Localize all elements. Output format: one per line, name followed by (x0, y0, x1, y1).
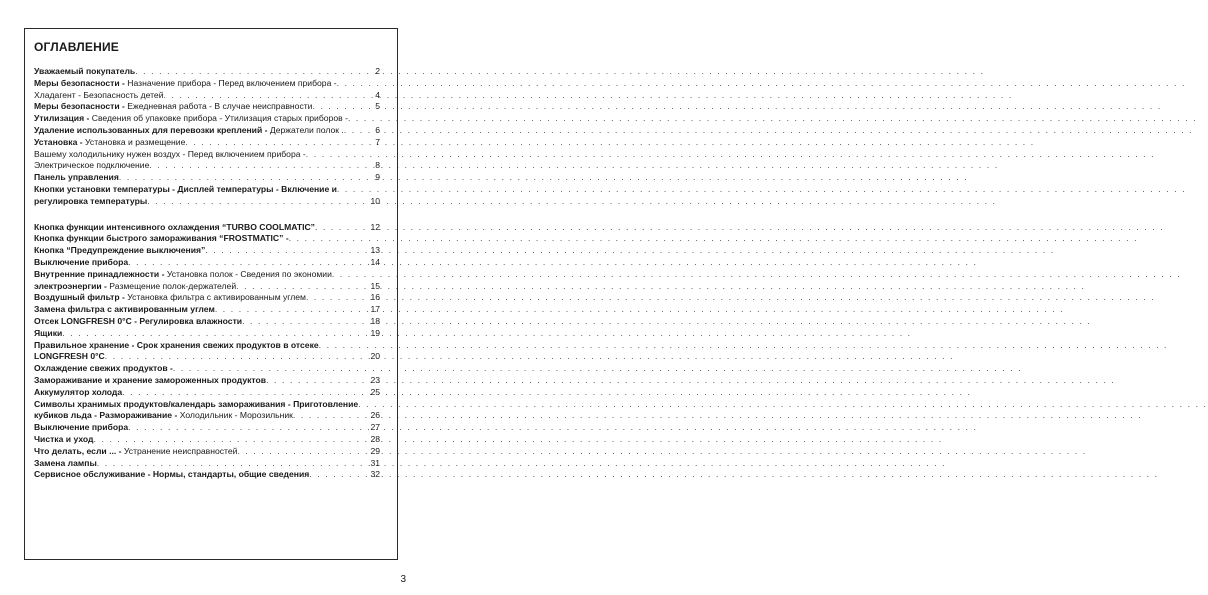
toc-entry-text (34, 434, 94, 446)
toc-entry[interactable] (34, 434, 380, 446)
toc-leader-dots (62, 328, 366, 340)
toc-entry[interactable] (34, 233, 380, 245)
toc-entry-heading: Кнопки установки температуры - Дисплей температуры - Включение и (34, 183, 337, 194)
toc-entry-heading: Утилизация - (34, 113, 90, 124)
toc-entry[interactable] (34, 101, 380, 113)
toc-leader-dots (266, 375, 366, 387)
toc-entry[interactable] (34, 245, 380, 257)
toc-entry-heading: Удаление использованных для перевозки креплений - (34, 124, 268, 135)
toc-entry[interactable] (34, 172, 380, 184)
toc-entry-heading: Аккумулятор холода (34, 386, 123, 397)
toc-entry[interactable] (34, 125, 380, 137)
toc-page-number: 23 (370, 374, 380, 385)
toc-entry[interactable] (34, 328, 380, 340)
toc-page-number: 20 (370, 351, 380, 362)
toc-leader-dots (293, 410, 366, 422)
toc-entry[interactable] (34, 363, 380, 375)
toc-page-number: 5 (375, 101, 380, 112)
toc-entry-text (34, 375, 266, 387)
toc-leader-dots (242, 316, 366, 328)
toc-entry-heading: Панель управления (34, 172, 119, 183)
toc-leader-dots (306, 292, 366, 304)
toc-entry[interactable] (34, 222, 380, 234)
toc-page-number: 15 (370, 280, 380, 291)
toc-entry-text (34, 196, 147, 208)
toc-entry[interactable] (34, 316, 380, 328)
toc-leader-dots (337, 78, 366, 90)
toc-entry-heading: Замена фильтра с активированным углем (34, 304, 215, 315)
toc-leader-dots (94, 434, 367, 446)
toc-entry[interactable] (34, 292, 380, 304)
toc-entry[interactable] (34, 257, 380, 269)
toc-entry-heading: Кнопка функции интенсивного охлаждения “TURBO COOLMATIC” (34, 221, 315, 232)
toc-entry-text (34, 160, 149, 172)
toc-entry-subtopics: Ежедневная работа - В случае неисправности (124, 101, 313, 112)
toc-page-number: 4 (375, 89, 380, 100)
toc-page-number: 18 (370, 315, 380, 326)
toc-entry-heading: электроэнергии - (34, 280, 107, 291)
toc-entry-text (34, 422, 128, 434)
toc-entry-heading: Кнопка функции быстрого замораживания “FROSTMATIC” - (34, 233, 289, 244)
toc-entry[interactable] (34, 281, 380, 293)
toc-page-number: 8 (375, 160, 380, 171)
toc-leader-dots (332, 269, 366, 281)
toc-entry-heading: Выключение прибора (34, 422, 129, 433)
toc-leader-dots (173, 363, 366, 375)
toc-entry[interactable] (34, 137, 380, 149)
toc-entry-heading: Уважаемый покупатель (34, 66, 136, 76)
toc-entry[interactable] (34, 351, 380, 363)
page-number: 3 (400, 574, 406, 585)
toc-entry[interactable] (34, 410, 380, 422)
toc-entry-text (34, 410, 293, 422)
toc-entry[interactable] (34, 90, 380, 102)
toc-entry-text (34, 340, 319, 352)
toc-page-number: 7 (375, 136, 380, 147)
toc-entry[interactable] (34, 149, 380, 161)
toc-entry-heading: Меры безопасности - (34, 101, 125, 112)
toc-leader-dots (164, 90, 367, 102)
toc-page-number: 26 (370, 410, 380, 421)
toc-entry-heading: Замена лампы (34, 457, 97, 468)
toc-entry-subtopics: Хладагент - Безопасность детей (34, 89, 164, 100)
toc-page-number: 25 (370, 386, 380, 397)
toc-page-number: 27 (370, 422, 380, 433)
toc-entry[interactable] (34, 375, 380, 387)
toc-entry-heading: Чистка и уход (34, 433, 94, 444)
toc-leader-dots (306, 149, 366, 161)
toc-entry[interactable] (34, 78, 380, 90)
toc-entry-heading: Воздушный фильтр - (34, 292, 125, 303)
toc-leader-dots (185, 137, 366, 149)
toc-page-number: 2 (375, 66, 380, 76)
toc-entry[interactable] (34, 458, 380, 470)
toc-entry-text (34, 245, 205, 257)
toc-entry-heading: Что делать, если ... - (34, 445, 122, 456)
toc-entry-text (34, 233, 289, 245)
toc-entry-heading: Замораживание и хранение замороженных продуктов (34, 374, 267, 385)
toc-entry-heading: Отсек LONGFRESH 0°C - Регулировка влажности (34, 315, 243, 326)
toc-entry[interactable] (34, 269, 380, 281)
toc-entry-text (34, 101, 312, 113)
toc-entry-subtopics: Электрическое подключение (34, 160, 150, 171)
toc-leader-dots (309, 469, 366, 481)
toc-entry-heading: Символы хранимых продуктов/календарь замораживания - Приготовление (34, 398, 359, 409)
toc-entry-subtopics: Холодильник - Морозильник (177, 410, 293, 421)
toc-entry-heading: Меры безопасности - (34, 77, 125, 88)
toc-entry-text (34, 446, 237, 458)
toc-entry-text (34, 137, 185, 149)
toc-page-number: 17 (370, 304, 380, 315)
toc-entry-text (34, 257, 128, 269)
toc-leader-dots (315, 222, 366, 234)
toc-entry-heading: Охлаждение свежих продуктов - (34, 363, 173, 374)
toc-leader-dots (319, 340, 366, 352)
toc-entry[interactable] (34, 422, 380, 434)
toc-leader-dots (358, 399, 366, 411)
toc-leader-dots (236, 281, 366, 293)
toc-page-number: 29 (370, 445, 380, 456)
page-title: ОГЛАВЛЕНИЕ (34, 40, 120, 54)
toc-entry-text (34, 90, 164, 102)
toc-entry-heading: Установка - (34, 136, 83, 147)
toc-entry-text (34, 304, 215, 316)
toc-entry-text (34, 399, 358, 411)
toc-entry[interactable] (34, 469, 380, 481)
toc-entry-heading: Правильное хранение - Срок хранения свежих продуктов в отсеке (34, 339, 319, 350)
toc-entry-text (34, 125, 344, 137)
toc-leader-dots (149, 160, 366, 172)
toc-entry-text (34, 387, 122, 399)
toc-leader-dots (344, 125, 366, 137)
toc-page-number: 6 (375, 124, 380, 135)
toc-page-number: 31 (370, 457, 380, 468)
toc-entry-text (34, 292, 306, 304)
table-of-contents (34, 66, 380, 481)
toc-entry-heading: Кнопка “Предупреждение выключения” (34, 245, 206, 256)
toc-page-number: 10 (370, 195, 380, 206)
toc-entry-text (34, 149, 306, 161)
toc-entry-subtopics: Установка полок - Сведения по экономии (164, 268, 332, 279)
toc-page-number: 12 (370, 221, 380, 232)
toc-leader-dots (128, 257, 366, 269)
toc-entry-text (34, 269, 332, 281)
toc-entry-subtopics: Назначение прибора - Перед включением прибора - (124, 77, 337, 88)
toc-entry-text (34, 328, 62, 340)
toc-page-number: 19 (370, 327, 380, 338)
toc-entry-text (34, 172, 119, 184)
toc-page-number: 28 (370, 433, 380, 444)
toc-entry[interactable] (34, 304, 380, 316)
toc-leader-dots (215, 304, 366, 316)
toc-entry[interactable] (34, 113, 380, 125)
toc-leader-dots (237, 446, 366, 458)
toc-entry-subtopics: Вашему холодильнику нужен воздух - Перед включением прибора - (34, 148, 306, 159)
toc-entry-heading: LONGFRESH 0°C (34, 351, 105, 362)
toc-leader-dots (119, 172, 366, 184)
toc-page-number: 13 (370, 245, 380, 256)
toc-entry-subtopics: Устранение неисправностей (121, 445, 238, 456)
toc-entry-text (34, 184, 337, 196)
toc-page-number: 32 (370, 469, 380, 480)
toc-leader-dots (337, 184, 366, 196)
toc-entry-text (34, 66, 135, 78)
toc-entry-text (34, 316, 242, 328)
toc-entry-subtopics: Держатели полок . (267, 124, 344, 135)
toc-leader-dots (147, 196, 366, 208)
toc-leader-dots (128, 422, 366, 434)
toc-entry-subtopics: Размещение полок-держателей (106, 280, 237, 291)
toc-entry-text (34, 281, 236, 293)
toc-entry-subtopics: Установка фильтра с активированным углем (124, 292, 306, 303)
toc-leader-dots (97, 458, 366, 470)
toc-page-number: 16 (370, 292, 380, 303)
toc-entry[interactable] (34, 340, 380, 352)
toc-entry-heading: Выключение прибора (34, 256, 129, 267)
toc-entry[interactable] (34, 387, 380, 399)
toc-entry-text (34, 78, 337, 90)
toc-entry[interactable] (34, 184, 380, 196)
toc-page-number: 9 (375, 172, 380, 183)
toc-leader-dots (122, 387, 366, 399)
toc-leader-dots (312, 101, 366, 113)
toc-leader-dots (348, 113, 366, 125)
toc-entry-text (34, 113, 348, 125)
toc-leader-dots (205, 245, 366, 257)
toc-entry-text (34, 222, 315, 234)
toc-entry[interactable] (34, 160, 380, 172)
toc-entry-subtopics: Сведения об упаковке прибора - Утилизация старых приборов - (89, 113, 348, 124)
toc-entry-text (34, 363, 173, 375)
toc-page-number: 14 (370, 256, 380, 267)
toc-entry-subtopics: Установка и размещение (82, 136, 186, 147)
toc-entry-heading: Внутренние принадлежности - (34, 268, 165, 279)
toc-entry-text (34, 469, 309, 481)
toc-entry-heading: регулировка температуры (34, 195, 148, 206)
toc-entry[interactable] (34, 196, 380, 208)
toc-leader-dots (105, 351, 366, 363)
toc-leader-dots (135, 66, 366, 78)
toc-entry-heading: Ящики (34, 327, 63, 338)
toc-entry[interactable] (34, 66, 380, 78)
toc-entry-text (34, 458, 97, 470)
toc-entry-heading: кубиков льда - Размораживание - (34, 410, 178, 421)
toc-entry-heading: Сервисное обслуживание - Нормы, стандарты, общие сведения (34, 469, 310, 480)
toc-entry[interactable] (34, 446, 380, 458)
toc-entry-text (34, 351, 105, 363)
toc-entry[interactable] (34, 399, 380, 411)
toc-leader-dots (289, 233, 366, 245)
